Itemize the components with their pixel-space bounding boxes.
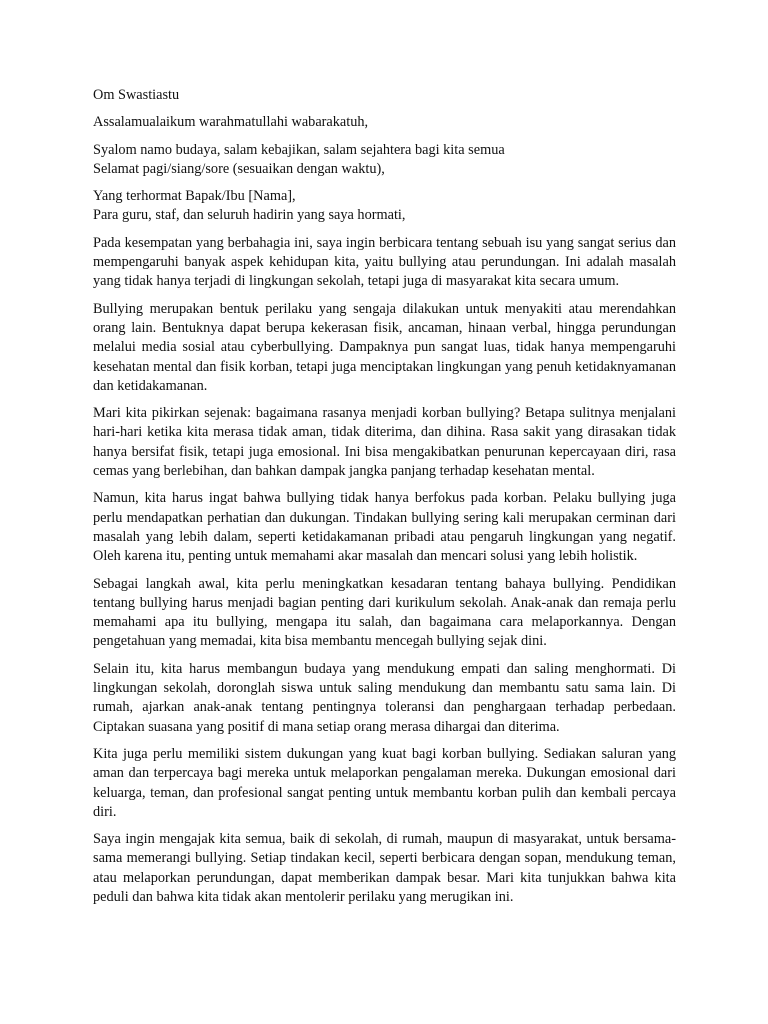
addressee-line-1: Yang terhormat Bapak/Ibu [Nama], xyxy=(93,188,296,205)
speech-document xyxy=(93,86,676,915)
paragraph-victim-perspective: Mari kita pikirkan sejenak: bagaimana rasanya menjadi korban bullying? Betapa sulitnya menjalani hari-hari ketika kita merasa tidak aman, tidak diterima, dan dihina. Rasa sakit yang dirasakan tidak hanya bersifat fisik, tetapi juga emosional. Ini bisa mengakibatkan penurunan kepercayaan diri, rasa cemas yang berlebihan, dan bahkan dampak jangka panjang terhadap kesehatan mental. xyxy=(93,405,676,480)
greeting-syalom: Syalom namo budaya, salam kebajikan, salam sejahtera bagi kita semua xyxy=(93,141,505,158)
paragraph-support-system: Kita juga perlu memiliki sistem dukungan yang kuat bagi korban bullying. Sediakan saluran yang aman dan terpercaya bagi mereka untuk melaporkan pengalaman mereka. Dukungan emosional dari keluarga, teman, dan profesional sangat penting untuk membantu korban pulih dan kembali percaya diri. xyxy=(93,745,676,820)
paragraph-awareness: Sebagai langkah awal, kita perlu meningkatkan kesadaran tentang bahaya bullying. Pendidikan tentang bullying harus menjadi bagian penting dari kurikulum sekolah. Anak-anak dan remaja perlu memahami apa itu bullying, mengapa itu salah, dan bagaimana cara melaporkannya. Dengan pengetahuan yang memadai, kita bisa membantu mencegah bullying sejak dini. xyxy=(93,575,676,650)
paragraph-opening: Pada kesempatan yang berbahagia ini, saya ingin berbicara tentang sebuah isu yang sangat serius dan mempengaruhi banyak aspek kehidupan kita, yaitu bullying atau perundungan. Ini adalah masalah yang tidak hanya terjadi di lingkungan sekolah, tetapi juga di masyarakat kita secara umum. xyxy=(93,234,676,290)
paragraph-definition: Bullying merupakan bentuk perilaku yang sengaja dilakukan untuk menyakiti atau merendahkan orang lain. Bentuknya dapat berupa kekerasan fisik, ancaman, hinaan verbal, hingga perundungan melalui media sosial atau cyberbullying. Dampaknya pun sangat luas, tidak hanya mempengaruhi kesehatan mental dan fisik korban, tetapi juga menciptakan lingkungan yang penuh ketidaknyamanan dan ketidakamanan. xyxy=(93,300,676,394)
addressee-group xyxy=(93,187,676,226)
paragraph-call-to-action: Saya ingin mengajak kita semua, baik di sekolah, di rumah, maupun di masyarakat, untuk bersama-sama memerangi bullying. Setiap tindakan kecil, seperti berbicara dengan sopan, mendukung teman, atau melaporkan perundungan, dapat memberikan dampak besar. Mari kita tunjukkan bahwa kita peduli dan bahwa kita tidak akan mentolerir perilaku yang merugikan ini. xyxy=(93,831,676,905)
greeting-selamat-pagi: Selamat pagi/siang/sore (sesuaikan dengan waktu), xyxy=(93,160,385,177)
greeting-group xyxy=(93,141,676,180)
paragraph-empathy-culture: Selain itu, kita harus membangun budaya yang mendukung empati dan saling menghormati. Di lingkungan sekolah, doronglah siswa untuk saling mendukung dan membantu satu sama lain. Di rumah, ajarkan anak-anak tentang pentingnya toleransi dan penghargaan terhadap perbedaan. Ciptakan suasana yang positif di mana setiap orang merasa dihargai dan diterima. xyxy=(93,660,676,735)
greeting-assalamualaikum: Assalamualaikum warahmatullahi wabarakatuh, xyxy=(93,114,369,131)
paragraph-perpetrator: Namun, kita harus ingat bahwa bullying tidak hanya berfokus pada korban. Pelaku bullying juga perlu mendapatkan perhatian dan dukungan. Tindakan bullying sering kali merupakan cerminan dari masalah yang lebih dalam, seperti ketidakamanan pribadi atau pengaruh lingkungan yang negatif. Oleh karena itu, penting untuk memahami akar masalah dan mencari solusi yang lebih holistik. xyxy=(93,490,676,565)
greeting-om-swastiastu: Om Swastiastu xyxy=(93,87,180,103)
addressee-line-2: Para guru, staf, dan seluruh hadirin yang saya hormati, xyxy=(93,207,406,224)
